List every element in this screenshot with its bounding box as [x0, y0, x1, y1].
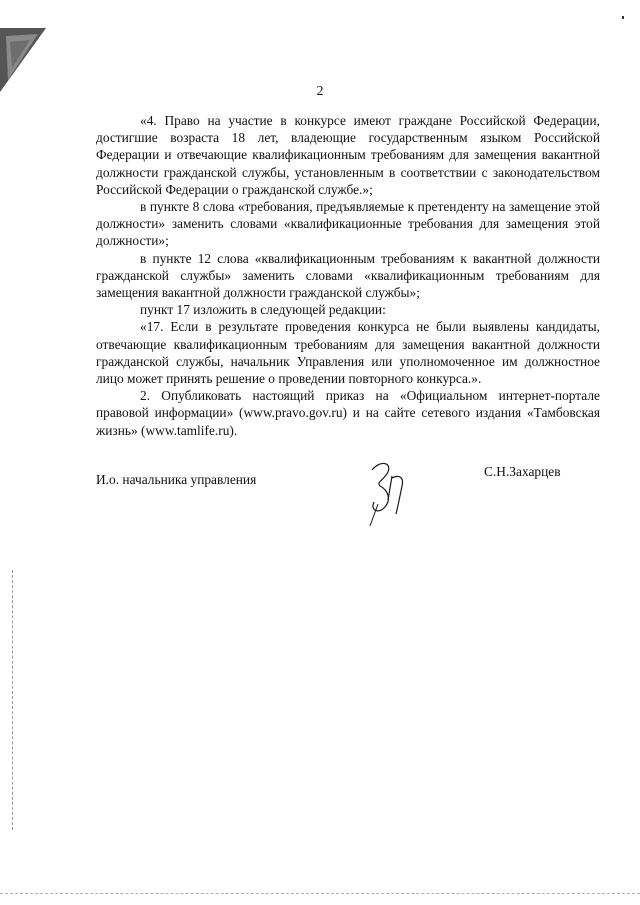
signatory-name: С.Н.Захарцев: [484, 464, 561, 479]
paragraph-item-8: в пункте 8 слова «требования, предъявляемые к претенденту на замещение этой должности» заменить словами «квалификационные требования для замещения этой должности»;: [96, 199, 600, 249]
scan-bottom-line: [0, 893, 640, 894]
scan-margin-line: [12, 570, 13, 830]
scan-speck: [622, 16, 624, 19]
document-body: [96, 112, 600, 439]
page-number: 2: [316, 84, 324, 99]
handwritten-signature: [358, 456, 418, 532]
paragraph-publish-order: 2. Опубликовать настоящий приказ на «Официальном интернет-портале правовой информации» (www.pravo.gov.ru) и на сайте сетевого издания «Тамбовская жизнь» (www.tamlife.ru).: [96, 388, 600, 438]
signatory-position: И.о. начальника управления: [96, 472, 257, 487]
scan-corner-mark: [0, 28, 46, 92]
paragraph-item-12: в пункте 12 слова «квалификационным требованиям к вакантной должности гражданской службы» заменить словами «квалификационным требованиям для замещения вакантной должности гражданской службы»;: [96, 250, 600, 301]
paragraph-clause-4: «4. Право на участие в конкурсе имеют граждане Российской Федерации, достигшие возраста 18 лет, владеющие государственным языком Российской Федерации и отвечающие квалификационным требованиям для замещения вакантной должности гражданской службы, установленным в соответствии с законодательством Российской Федерации о гражданской службе.»;: [96, 113, 600, 197]
paragraph-clause-17: «17. Если в результате проведения конкурса не были выявлены кандидаты, отвечающие квалификационным требованиям для замещения вакантной должности гражданской службы, начальник Управления или уполномоченное им должностное лицо может принять решение о проведении повторного конкурса.».: [96, 319, 600, 387]
paragraph-item-17-intro: пункт 17 изложить в следующей редакции:: [140, 302, 386, 318]
signature-block: [96, 464, 600, 540]
